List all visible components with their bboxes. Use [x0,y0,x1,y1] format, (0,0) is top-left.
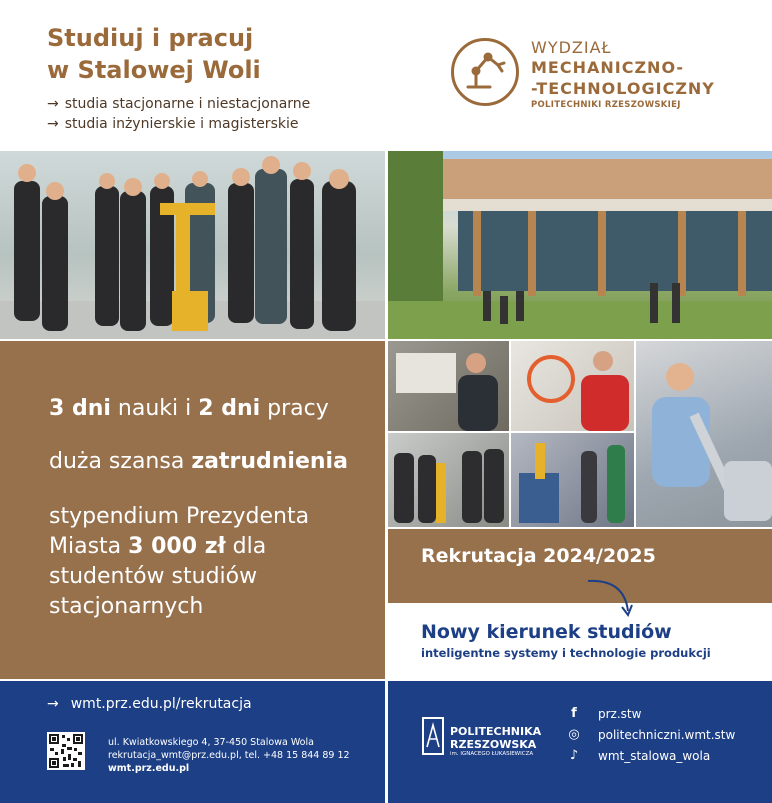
tiktok-icon: ♪ [569,748,579,763]
university-name-line1: POLITECHNIKA [450,725,542,738]
photo-robot-lab [511,433,634,527]
photo-measuring-arm [636,341,772,527]
facebook-icon: f [571,706,577,721]
qr-code-icon [47,732,85,770]
headline [47,22,261,86]
logo-text-university: POLITECHNIKI RZESZOWSKIEJ [531,100,681,110]
photo-students-group [388,433,509,527]
recruitment-title: Rekrutacja 2024/2025 [421,545,656,567]
benefit-scholarship: stypendium Prezydenta Miasta 3 000 zł dla studentów studiów stacjonarnych [49,504,310,619]
arrow-icon: → [47,696,59,712]
benefit-study-work: 3 dni nauki i 2 dni pracy [49,396,329,421]
university-name-line3: im. IGNACEGO ŁUKASIEWICZA [450,751,534,757]
footer-divider [385,681,388,803]
bullet-study-degree: → studia inżynierskie i magisterskie [47,116,299,132]
address: ul. Kwiatkowskiego 4, 37-450 Stalowa Wola [108,737,314,748]
logo-text-faculty: WYDZIAŁ [531,38,612,57]
university-name-line2: RZESZOWSKA [450,738,537,751]
social-instagram-link[interactable]: politechniczni.wmt.stw [598,728,736,742]
headline-line1: Studiuj i pracuj [47,24,254,52]
contact[interactable]: rekrutacja_wmt@prz.edu.pl, tel. +48 15 844 89 12 [108,750,350,761]
benefit-employment: duża szansa zatrudnienia [49,449,348,474]
new-field-title: Nowy kierunek studiów [421,621,672,643]
site-link[interactable]: wmt.prz.edu.pl [108,763,190,774]
arrow-icon: → [47,96,59,112]
bullet-study-mode: → studia stacjonarne i niestacjonarne [47,96,311,112]
instagram-icon: ◎ [568,727,580,742]
photo-campus-building [388,151,772,339]
photo-vr-student [388,341,509,431]
new-field-name: inteligentne systemy i technologie produkcji [421,646,711,660]
curved-arrow-icon [584,575,634,619]
social-facebook-link[interactable]: prz.stw [598,707,642,721]
recruitment-link[interactable]: → wmt.prz.edu.pl/rekrutacja [47,696,252,712]
photo-drone-student [511,341,634,431]
logo-text-name: MECHANICZNO- -TECHNOLOGICZNY [531,58,715,98]
headline-line2: w Stalowej Woli [47,56,261,84]
social-tiktok-link[interactable]: wmt_stalowa_wola [598,749,711,763]
faculty-logo-robot-arm-icon [451,38,519,106]
arrow-icon: → [47,116,59,132]
university-logo-icon [422,717,444,755]
photo-students-robot [0,151,385,339]
